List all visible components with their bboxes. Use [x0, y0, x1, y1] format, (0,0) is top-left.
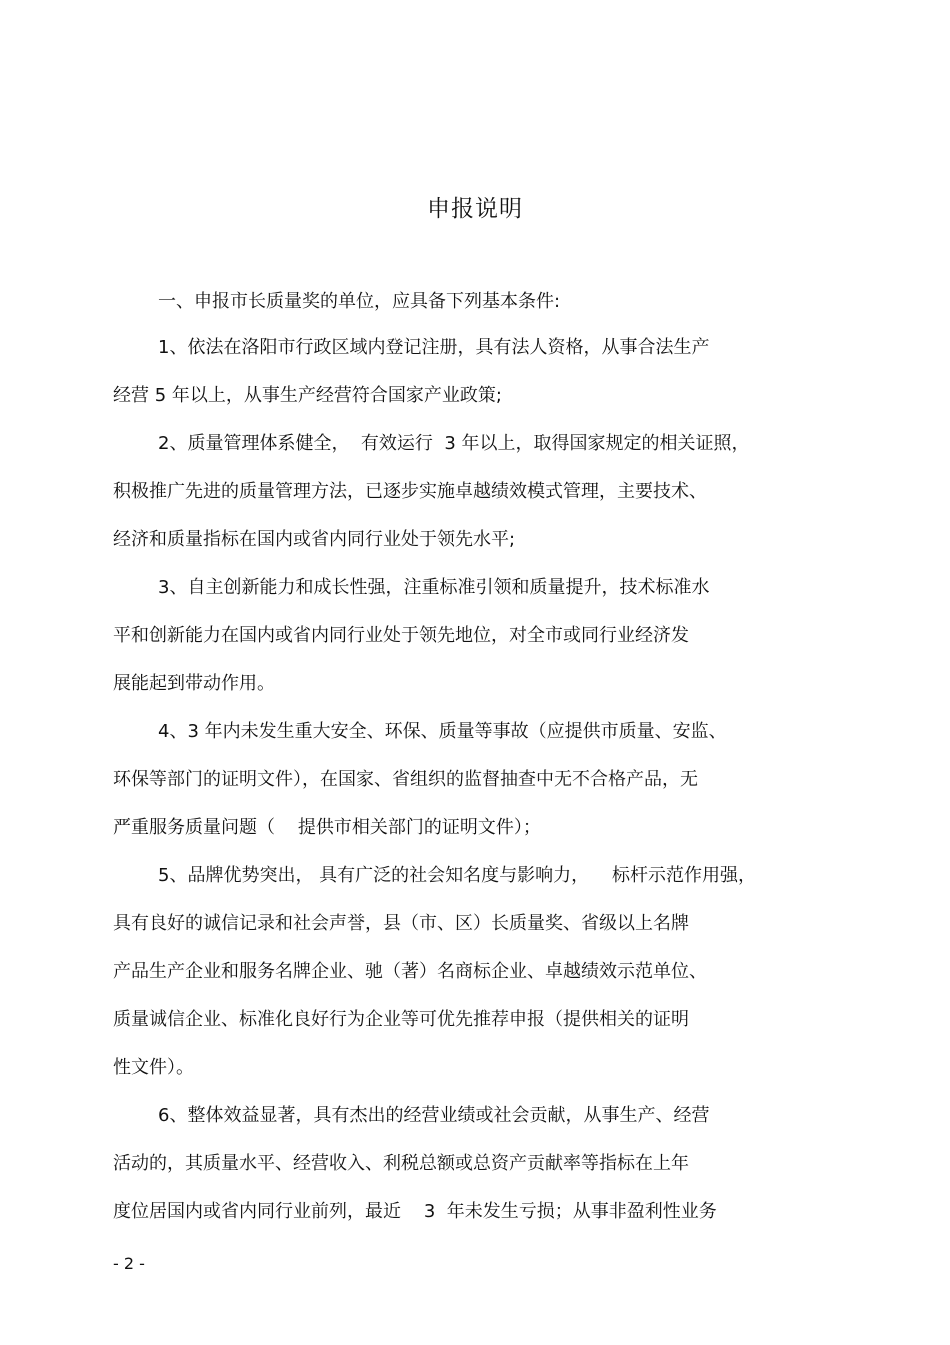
condition-6-line-2: 活动的，其质量水平、经营收入、利税总额或总资产贡献率等指标在上年 [113, 1153, 689, 1174]
condition-5-line-4: 质量诚信企业、标准化良好行为企业等可优先推荐申报（提供相关的证明 [113, 1009, 689, 1030]
condition-4-line-3: 严重服务质量问题（ 提供市相关部门的证明文件）； [113, 817, 541, 838]
condition-5-line-5: 性文件）。 [113, 1057, 194, 1078]
condition-2-line-2: 积极推广先进的质量管理方法，已逐步实施卓越绩效模式管理，主要技术、 [113, 481, 707, 502]
condition-6-line-3: 度位居国内或省内同行业前列，最近 3 年未发生亏损；从事非盈利性业务 [113, 1201, 717, 1222]
condition-4-line-2: 环保等部门的证明文件），在国家、省组织的监督抽查中无不合格产品，无 [113, 769, 698, 790]
condition-4-line-1: 4、3 年内未发生重大安全、环保、质量等事故（应提供市质量、安监、 [158, 721, 727, 742]
condition-5-line-1: 5、品牌优势突出， 具有广泛的社会知名度与影响力， 标杆示范作用强， [158, 865, 757, 886]
page-title: 申报说明 [427, 196, 523, 222]
condition-3-line-2: 平和创新能力在国内或省内同行业处于领先地位，对全市或同行业经济发 [113, 625, 689, 646]
condition-2-line-1: 2、质量管理体系健全， 有效运行 3 年以上，取得国家规定的相关证照， [158, 433, 750, 454]
condition-3-line-3: 展能起到带动作用。 [113, 673, 275, 694]
condition-5-line-3: 产品生产企业和服务名牌企业、驰（著）名商标企业、卓越绩效示范单位、 [113, 961, 707, 982]
condition-1-line-2: 经营 5 年以上，从事生产经营符合国家产业政策; [113, 385, 502, 406]
condition-2-line-3: 经济和质量指标在国内或省内同行业处于领先水平; [113, 529, 516, 550]
condition-3-line-1: 3、自主创新能力和成长性强，注重标准引领和质量提升，技术标准水 [158, 577, 710, 598]
page-number: - 2 - [113, 1254, 145, 1273]
condition-6-line-1: 6、整体效益显著，具有杰出的经营业绩或社会贡献，从事生产、经营 [158, 1105, 710, 1126]
condition-5-line-2: 具有良好的诚信记录和社会声誉，县（市、区）长质量奖、省级以上名牌 [113, 913, 689, 934]
condition-1-line-1: 1、依法在洛阳市行政区域内登记注册，具有法人资格，从事合法生产 [158, 337, 710, 358]
section-heading: 一、申报市长质量奖的单位，应具备下列基本条件: [158, 291, 561, 312]
